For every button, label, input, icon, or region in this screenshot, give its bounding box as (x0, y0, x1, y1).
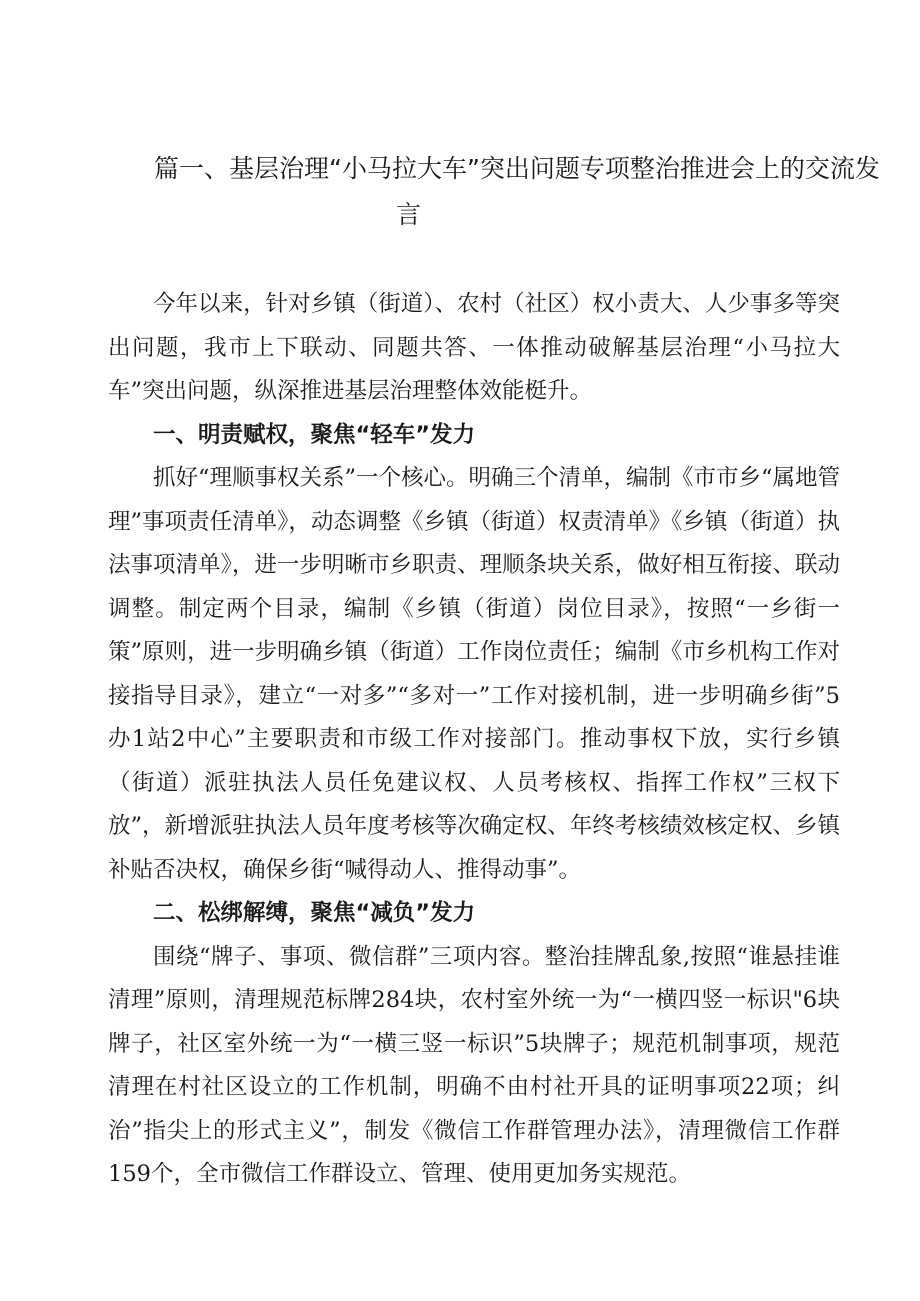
title-line-2: 言 (396, 200, 422, 229)
document-body (108, 283, 840, 1197)
section-2-paragraph: 围绕“牌子、事项、微信群”三项内容。整治挂牌乱象,按照“谁悬挂谁清理”原则，清理规范标牌284块，农村室外统一为“一横四竖一标识"6块牌子，社区室外统一为“一横三竖一标识”5块牌子；规范机制事项，规范清理在村社区设立的工作机制，明确不由村社开具的证明事项22项；纠治”指尖上的形式主义”，制发《微信工作群管理办法》，清理微信工作群159个，全市微信工作群设立、管理、使用更加务实规范。 (108, 943, 840, 1187)
section-1-heading: 一、明责赋权，聚焦“轻车”发力 (153, 421, 476, 448)
title-line-1: 篇一、基层治理“小马拉大车”突出问题专项整治推进会上的交流发 (154, 154, 880, 183)
section-2-heading: 二、松绑解缚，聚焦“减负”发力 (153, 900, 476, 926)
section-1-paragraph: 抓好“理顺事权关系”一个核心。明确三个清单，编制《市市乡“属地管理”事项责任清单》，动态调整《乡镇（街道）权责清单》《乡镇（街道）执法事项清单》，进一步明晰市乡职责、理顺条块关系，做好相互衔接、联动调整。制定两个目录，编制《乡镇（街道）岗位目录》，按照“一乡街一策”原则，进一步明确乡镇（街道）工作岗位责任；编制《市乡机构工作对接指导目录》，建立“一对多”“多对一”工作对接机制，进一步明确乡街”5办1站2中心”主要职责和市级工作对接部门。推动事权下放，实行乡镇（街道）派驻执法人员任免建议权、人员考核权、指挥工作权”三权下放”，新增派驻执法人员年度考核等次确定权、年终考核绩效核定权、乡镇补贴否决权，确保乡街“喊得动人、推得动事”。 (108, 465, 841, 883)
document-title (150, 146, 880, 238)
intro-paragraph: 今年以来，针对乡镇（街道）、农村（社区）权小责大、人少事多等突出问题，我市上下联动、同题共答、一体推动破解基层治理“小马拉大车”突出问题，纵深推进基层治理整体效能梃升。 (108, 291, 840, 404)
